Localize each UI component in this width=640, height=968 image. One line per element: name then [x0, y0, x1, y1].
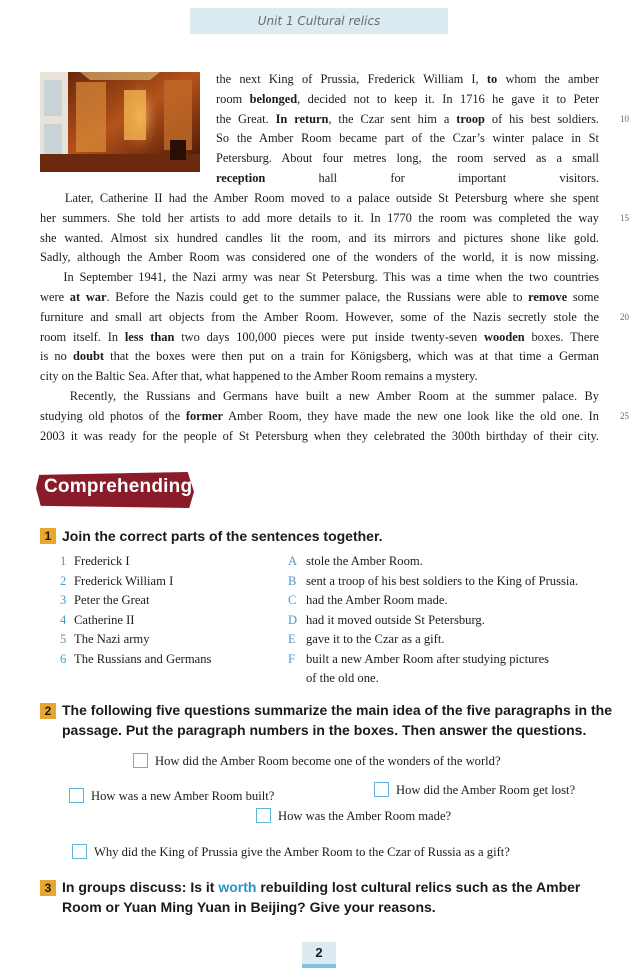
passage-line: were at war. Before the Nazis could get to the summer palace, the Russians were able to remove some	[40, 289, 600, 304]
match-left-item: 4 Catherine II	[60, 612, 135, 627]
match-left-item: 6 The Russians and Germans	[60, 651, 212, 666]
passage-line: Later, Catherine II had the Amber Room moved to a palace outside St Petersburg where she spent	[40, 191, 599, 205]
summary-question-2: How was a new Amber Room built?	[69, 788, 274, 804]
answer-box[interactable]	[72, 844, 87, 859]
passage-line: the Great. In return, the Czar sent him a troop of his best soldiers. 10	[216, 110, 599, 130]
section-title: Comprehending	[44, 476, 193, 497]
running-header	[190, 8, 448, 34]
passage-line: is no doubt that the boxes were then put on a train for Königsberg, which was at that time a German	[40, 349, 599, 364]
match-right-item: F built a new Amber Room after studying pictures	[288, 651, 550, 666]
line-number: 20	[620, 311, 629, 322]
passage-line: reception hall for important visitors.	[216, 170, 599, 185]
vocabulary-word-worth: worth	[218, 879, 257, 895]
passage-line: city on the Baltic Sea. After that, what happened to the Amber Room remains a mystery.	[40, 369, 478, 384]
match-left-item: 1 Frederick I	[60, 554, 130, 568]
question-3-number: 3	[40, 880, 56, 896]
question-1-text: Join the correct parts of the sentences together.	[62, 528, 383, 544]
passage-line: the next King of Prussia, Frederick William I, to whom the amber	[216, 72, 599, 86]
amber-room-image	[40, 72, 200, 172]
match-right-item: A stole the Amber Room.	[288, 554, 423, 568]
match-left-item: 3 Peter the Great	[60, 593, 150, 607]
passage-line: room belonged, decided not to keep it. In 1716 he gave it to Peter	[216, 91, 599, 106]
match-right-item: of the old one.	[306, 671, 379, 685]
amber-room-photo	[40, 72, 200, 172]
passage-line: Petersburg. About four metres long, the room served as a small	[216, 151, 599, 166]
comprehending-banner	[36, 472, 194, 508]
passage-line: room itself. In less than two days 100,000 pieces were put inside twenty-seven wooden boxes. There	[40, 329, 599, 344]
match-right-item: D had it moved outside St Petersburg.	[288, 612, 485, 627]
question-2-number: 2	[40, 703, 56, 719]
match-left-item: 2 Frederick William I	[60, 573, 174, 588]
line-number: 15	[620, 212, 629, 223]
line-number: 25	[620, 410, 629, 421]
answer-box[interactable]	[374, 782, 389, 797]
match-right-item: C had the Amber Room made.	[288, 593, 448, 607]
passage-full-width	[40, 189, 629, 446]
match-right-item: E gave it to the Czar as a gift.	[288, 632, 445, 646]
passage-line: her summers. She told her artists to add more details to it. In 1770 the room was completed the way 15	[40, 209, 599, 229]
question-2-text-line1: The following five questions summarize the main idea of the five paragraphs in the	[62, 702, 612, 718]
summary-question-5: Why did the King of Prussia give the Amber Room to the Czar of Russia as a gift?	[72, 844, 510, 860]
passage-line: Sadly, although the Amber Room was considered one of the wonders of the world, it is now missing.	[40, 250, 599, 265]
answer-box[interactable]	[133, 753, 148, 768]
summary-question-4: How was the Amber Room made?	[256, 808, 451, 824]
passage-line: So the Amber Room became part of the Czar’s winter palace in St	[216, 131, 599, 146]
answer-box[interactable]	[256, 808, 271, 823]
header-title: Unit 1 Cultural relics	[257, 14, 381, 28]
page-number: 2	[302, 942, 336, 968]
summary-question-1: How did the Amber Room become one of the wonders of the world?	[133, 753, 501, 769]
passage-beside-photo	[216, 70, 629, 189]
question-3-text-line2: Room or Yuan Ming Yuan in Beijing? Give your reasons.	[62, 899, 436, 915]
passage-line: she wanted. Almost six hundred candles lit the room, and its mirrors and pictures shone like gold.	[40, 230, 599, 245]
passage-line: Recently, the Russians and Germans have built a new Amber Room at the summer palace. By	[40, 388, 599, 403]
question-2-text-line2: passage. Put the paragraph numbers in the boxes. Then answer the questions.	[62, 722, 587, 738]
question-1-number: 1	[40, 528, 56, 544]
summary-question-3: How did the Amber Room get lost?	[374, 782, 575, 798]
match-right-item: B sent a troop of his best soldiers to the King of Prussia.	[288, 573, 579, 588]
passage-line: 2003 it was ready for the people of St Petersburg when they celebrated the 300th birthday of their city.	[40, 428, 599, 443]
passage-line: furniture and small art objects from the Amber Room. However, some of the Nazis secretly stole the 20	[40, 308, 599, 328]
question-3-text-line1: In groups discuss: Is it worth rebuilding lost cultural relics such as the Amber	[62, 879, 581, 895]
passage-line: studying old photos of the former Amber Room, they have made the new one look like the old one. In 25	[40, 407, 599, 427]
match-left-item: 5 The Nazi army	[60, 632, 150, 646]
passage-line: In September 1941, the Nazi army was near St Petersburg. This was a time when the two countries	[40, 270, 599, 285]
answer-box[interactable]	[69, 788, 84, 803]
line-number: 10	[620, 113, 629, 124]
